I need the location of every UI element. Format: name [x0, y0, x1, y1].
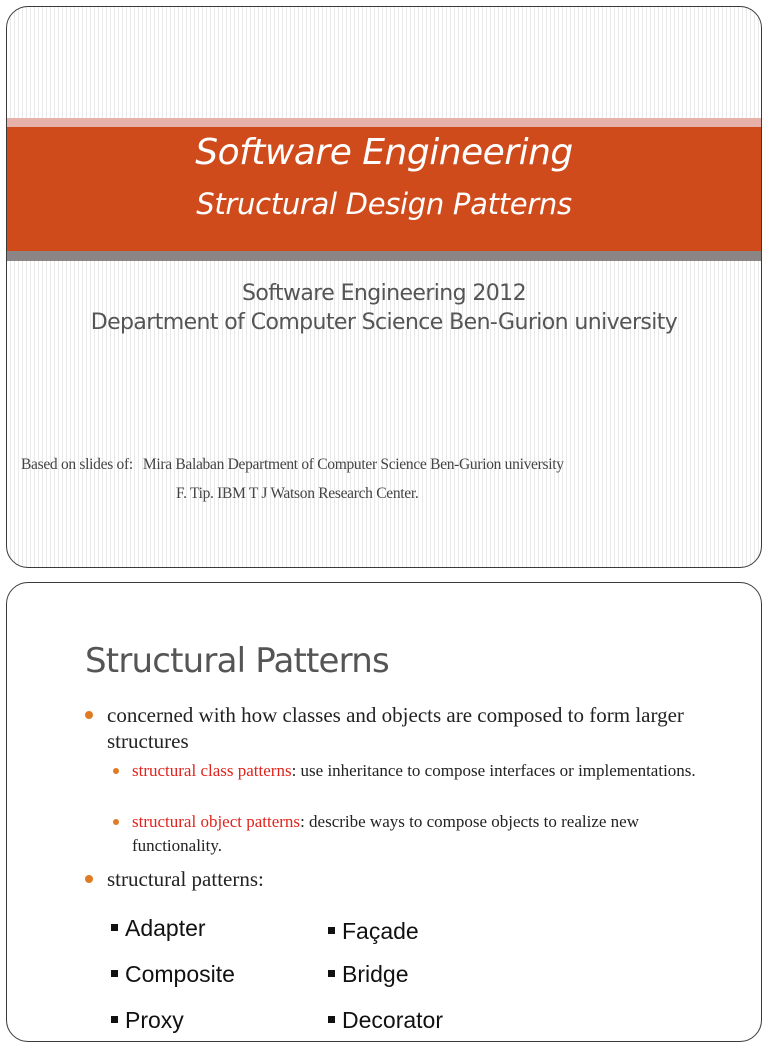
slide-subtitle-title: Structural Design Patterns [196, 187, 572, 221]
content-slide-title: Structural Patterns [85, 641, 389, 681]
bullet-text: concerned with how classes and objects are composed to form larger structures [107, 703, 684, 753]
square-bullet-icon [111, 924, 118, 931]
bullet-item [85, 702, 725, 754]
department-line: Department of Computer Science Ben-Gurion university [90, 310, 678, 335]
pattern-item-proxy: Proxy [111, 1007, 184, 1034]
title-band-top-stripe [7, 118, 761, 127]
sub-bullet-dot-icon [113, 768, 119, 774]
credits-line-2: F. Tip. IBM T J Watson Research Center. [176, 485, 419, 502]
title-slide [6, 6, 762, 568]
bullet-dot-icon [85, 875, 93, 883]
sub-bullet-text: : describe ways to compose objects to realize new functionality. [132, 812, 639, 855]
slide-title: Software Engineering [195, 132, 573, 173]
square-bullet-icon [111, 970, 118, 977]
credits-line-1 [21, 456, 564, 474]
sub-bullet-item [113, 759, 733, 783]
square-bullet-icon [111, 1016, 118, 1023]
sub-bullet-item [113, 810, 733, 858]
pattern-item-composite: Composite [111, 961, 235, 988]
pattern-item-adapter: Adapter [111, 915, 206, 942]
sub-bullet-dot-icon [113, 819, 119, 825]
square-bullet-icon [328, 927, 335, 934]
sub-bullet-term: structural object patterns [132, 812, 301, 831]
square-bullet-icon [328, 970, 335, 977]
bullet-dot-icon [85, 711, 93, 719]
bullet-text: structural patterns: [107, 867, 264, 891]
content-slide [6, 582, 762, 1042]
credits-label: Based on slides of: [21, 456, 133, 473]
sub-bullet-text: : use inheritance to compose interfaces or implementations. [291, 761, 696, 780]
title-band-bottom-stripe [7, 251, 761, 261]
course-line: Software Engineering 2012 [242, 281, 526, 306]
pattern-item-decorator: Decorator [328, 1007, 443, 1034]
pattern-item-facade: Façade [328, 918, 419, 945]
credits-text-1: Mira Balaban Department of Computer Science Ben-Gurion university [142, 456, 564, 473]
square-bullet-icon [328, 1016, 335, 1023]
pattern-item-bridge: Bridge [328, 961, 408, 988]
bullet-item [85, 866, 725, 892]
sub-bullet-term: structural class patterns [132, 761, 292, 780]
